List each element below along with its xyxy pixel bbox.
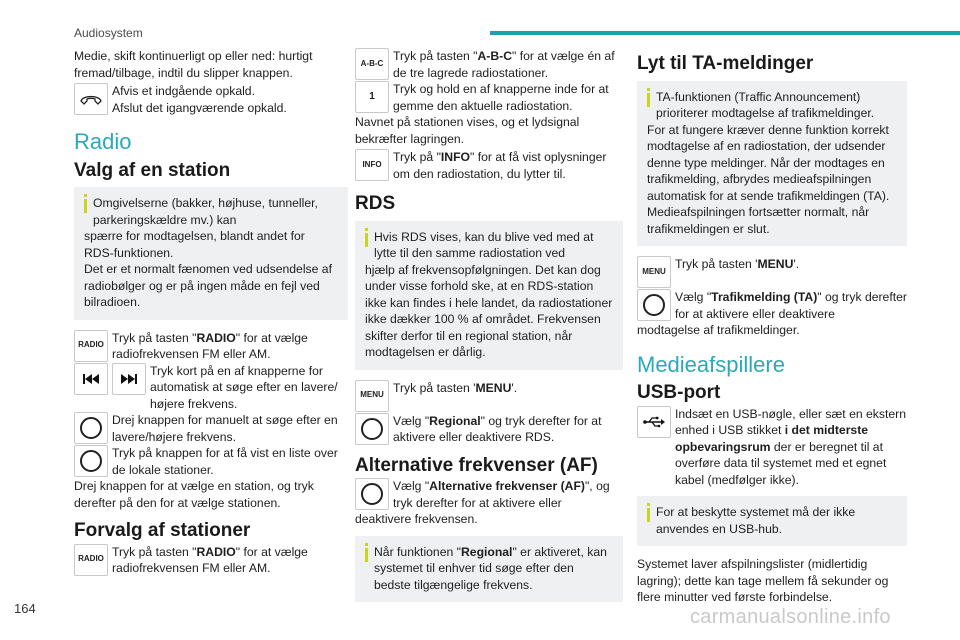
ta-cont-text: modtagelse af trafikmeldinger. (637, 323, 800, 337)
preset-one-text: Tryk og hold en af knapperne inde for at gemme den aktuelle radiostation. (393, 82, 609, 113)
knob-manual-text: Drej knappen for manuelt at søge efter en lavere/højere frekvens. (112, 413, 338, 444)
note-text: TA-funktionen (Traffic Announcement) prioriterer modtagelse af trafikmeldinger. (656, 89, 875, 120)
preset-one-row (355, 81, 623, 114)
note-text: Det er et normalt fænomen ved udsendelse af radiobølger og er på ingen måde en fejl ved bilradioen. (84, 262, 332, 309)
menu-row (355, 380, 623, 413)
seek-forward-icon (112, 363, 146, 395)
note-text: For at fungere kræver denne funktion korrekt modtagelse af en radiostation, der udsender denne type meldinger. Når der modtages en trafikmelding, afbrydes medieafspilningen automatisk for at sende trafikmeldingen (TA). Medieafspilningen fortsætter normalt, når trafikmeldingen er slut. (647, 122, 890, 236)
page-number: 164 (14, 601, 36, 616)
column-3 (637, 48, 907, 608)
usb-text: Indsæt en USB-nøgle, eller sæt en ekstern enhed i USB stikket i det midterste opbevaringsrum der er beregnet til at overføre data til systemet med et egnet kabel (medfølger ikke). (675, 406, 906, 487)
menu-button-icon: MENU (355, 380, 389, 412)
af-cont-text: deaktivere frekvensen. (355, 512, 478, 526)
rotary-knob-icon (74, 412, 108, 444)
playlist-text: Systemet laver afspilningslister (midlertidig lagring); dette kan tage mellem få sekunder og flere minutter ved første forbindelse. (637, 557, 889, 604)
preset-confirm-text: Navnet på stationen vises, og et lydsignal bekræfter lagringen. (355, 115, 580, 146)
radio-chapter-title: Radio (74, 129, 132, 154)
watermark: carmanualsonline.info (690, 606, 891, 628)
info-text: Tryk på "INFO" for at få vist oplysninger om den radiostation, du lytter til. (393, 150, 607, 181)
note-ta (637, 81, 907, 247)
note-rds (355, 221, 623, 370)
phone-end-text: Afslut det igangværende opkald. (112, 100, 287, 115)
abc-row (355, 48, 623, 81)
info-button-icon: INFO (355, 149, 389, 181)
preset-radio-row (74, 544, 348, 577)
knob-row-2 (74, 445, 348, 478)
preset-radio-text: Tryk på tasten "RADIO" for at vælge radiofrekvensen FM eller AM. (112, 544, 308, 575)
abc-text: Tryk på tasten "A-B-C" for at vælge én af de tre lagrede radiostationer. (393, 49, 615, 80)
radio-button-icon: RADIO (74, 544, 108, 576)
ta-menu-row (637, 256, 907, 289)
usb-title: USB-port (637, 382, 721, 403)
header-accent-bar (490, 31, 960, 35)
regional-text: Vælg "Regional" og tryk derefter for at aktivere eller deaktivere RDS. (393, 413, 602, 444)
knob-row-1 (74, 412, 348, 445)
usb-row (637, 406, 907, 489)
rotary-knob-icon (355, 478, 389, 510)
note-marker-icon (647, 508, 650, 522)
note-marker-icon (647, 93, 650, 107)
note-marker-icon (84, 199, 87, 213)
ta-title: Lyt til TA-meldinger (637, 53, 814, 74)
header-title: Audiosystem (74, 26, 143, 40)
note-text: Omgivelserne (bakker, højhuse, tunneller, parkeringskældre mv.) kan (93, 196, 318, 227)
af-text: Vælg "Alternative frekvenser (AF)", og tryk derefter for at aktivere eller (393, 479, 610, 510)
radio-key-row (74, 330, 348, 363)
column-1 (74, 48, 348, 577)
seek-row (74, 363, 348, 413)
seek-text: Tryk kort på en af knapperne for automatisk at søge efter en lavere/ højere frekvens. (150, 363, 338, 411)
note-marker-icon (365, 548, 368, 562)
menu-text: Tryk på tasten 'MENU'. (393, 380, 518, 395)
note-regional (355, 536, 623, 603)
note-marker-icon (365, 233, 368, 247)
knob-list-text: Tryk på knappen for at få vist en liste over de lokale stationer. (112, 446, 338, 477)
radio-key-text: Tryk på tasten "RADIO" for at vælge radiofrekvensen FM eller AM. (112, 330, 308, 361)
note-text: hjælp af frekvensopfølgningen. Det kan dog under visse forhold ske, at en RDS-station ikke kan findes i hele landet, da radiostationer ikke dækker 100 % af området. Frekvensen skifter derfor til en regional station, når modtagelsen er dårlig. (365, 262, 613, 359)
abc-button-icon: A-B-C (355, 48, 389, 80)
ta-select-row (637, 289, 907, 322)
column-2 (355, 48, 623, 612)
note-text: spærre for modtagelsen, blandt andet for RDS-funktionen. (84, 229, 305, 260)
note-usb-hub (637, 496, 907, 546)
rotary-knob-icon (74, 445, 108, 477)
radio-button-icon: RADIO (74, 330, 108, 362)
note-text: Hvis RDS vises, kan du blive ved med at lytte til den samme radiostation ved (374, 229, 594, 260)
intro-text: Medie, skift kontinuerligt op eller ned: hurtigt fremad/tilbage, indtil du slipper knappen. (74, 49, 313, 80)
ta-select-text: Vælg "Trafikmelding (TA)" og tryk derefter for at aktivere eller deaktivere (675, 290, 907, 321)
seek-back-icon (74, 363, 108, 395)
station-select-title: Valg af en station (74, 159, 231, 181)
note-reception (74, 187, 348, 320)
ta-menu-text: Tryk på tasten 'MENU'. (675, 257, 800, 271)
regional-row (355, 413, 623, 446)
knob-select-text: Drej knappen for at vælge en station, og tryk derefter på den for at vælge stationen. (74, 479, 314, 510)
af-row (355, 478, 623, 511)
preset-1-button-icon: 1 (355, 81, 389, 113)
note-text: For at beskytte systemet må der ikke anvendes en USB-hub. (656, 505, 856, 536)
presets-title: Forvalg af stationer (74, 520, 251, 541)
note-text: Når funktionen "Regional" er aktiveret, kan systemet til enhver tid søge efter den bedste tilgængelige frekvens. (374, 544, 607, 592)
rotary-knob-icon (637, 289, 671, 321)
phone-hangup-icon (74, 83, 108, 115)
usb-icon (637, 406, 671, 438)
media-chapter-title: Medieafspillere (637, 351, 785, 377)
phone-row (74, 83, 348, 116)
phone-reject-text: Afvis et indgående opkald. (112, 84, 255, 98)
af-title: Alternative frekvenser (AF) (355, 454, 598, 476)
menu-button-icon: MENU (637, 256, 671, 288)
rds-title: RDS (355, 193, 396, 214)
page-header (0, 0, 960, 40)
rotary-knob-icon (355, 413, 389, 445)
info-row (355, 149, 623, 182)
